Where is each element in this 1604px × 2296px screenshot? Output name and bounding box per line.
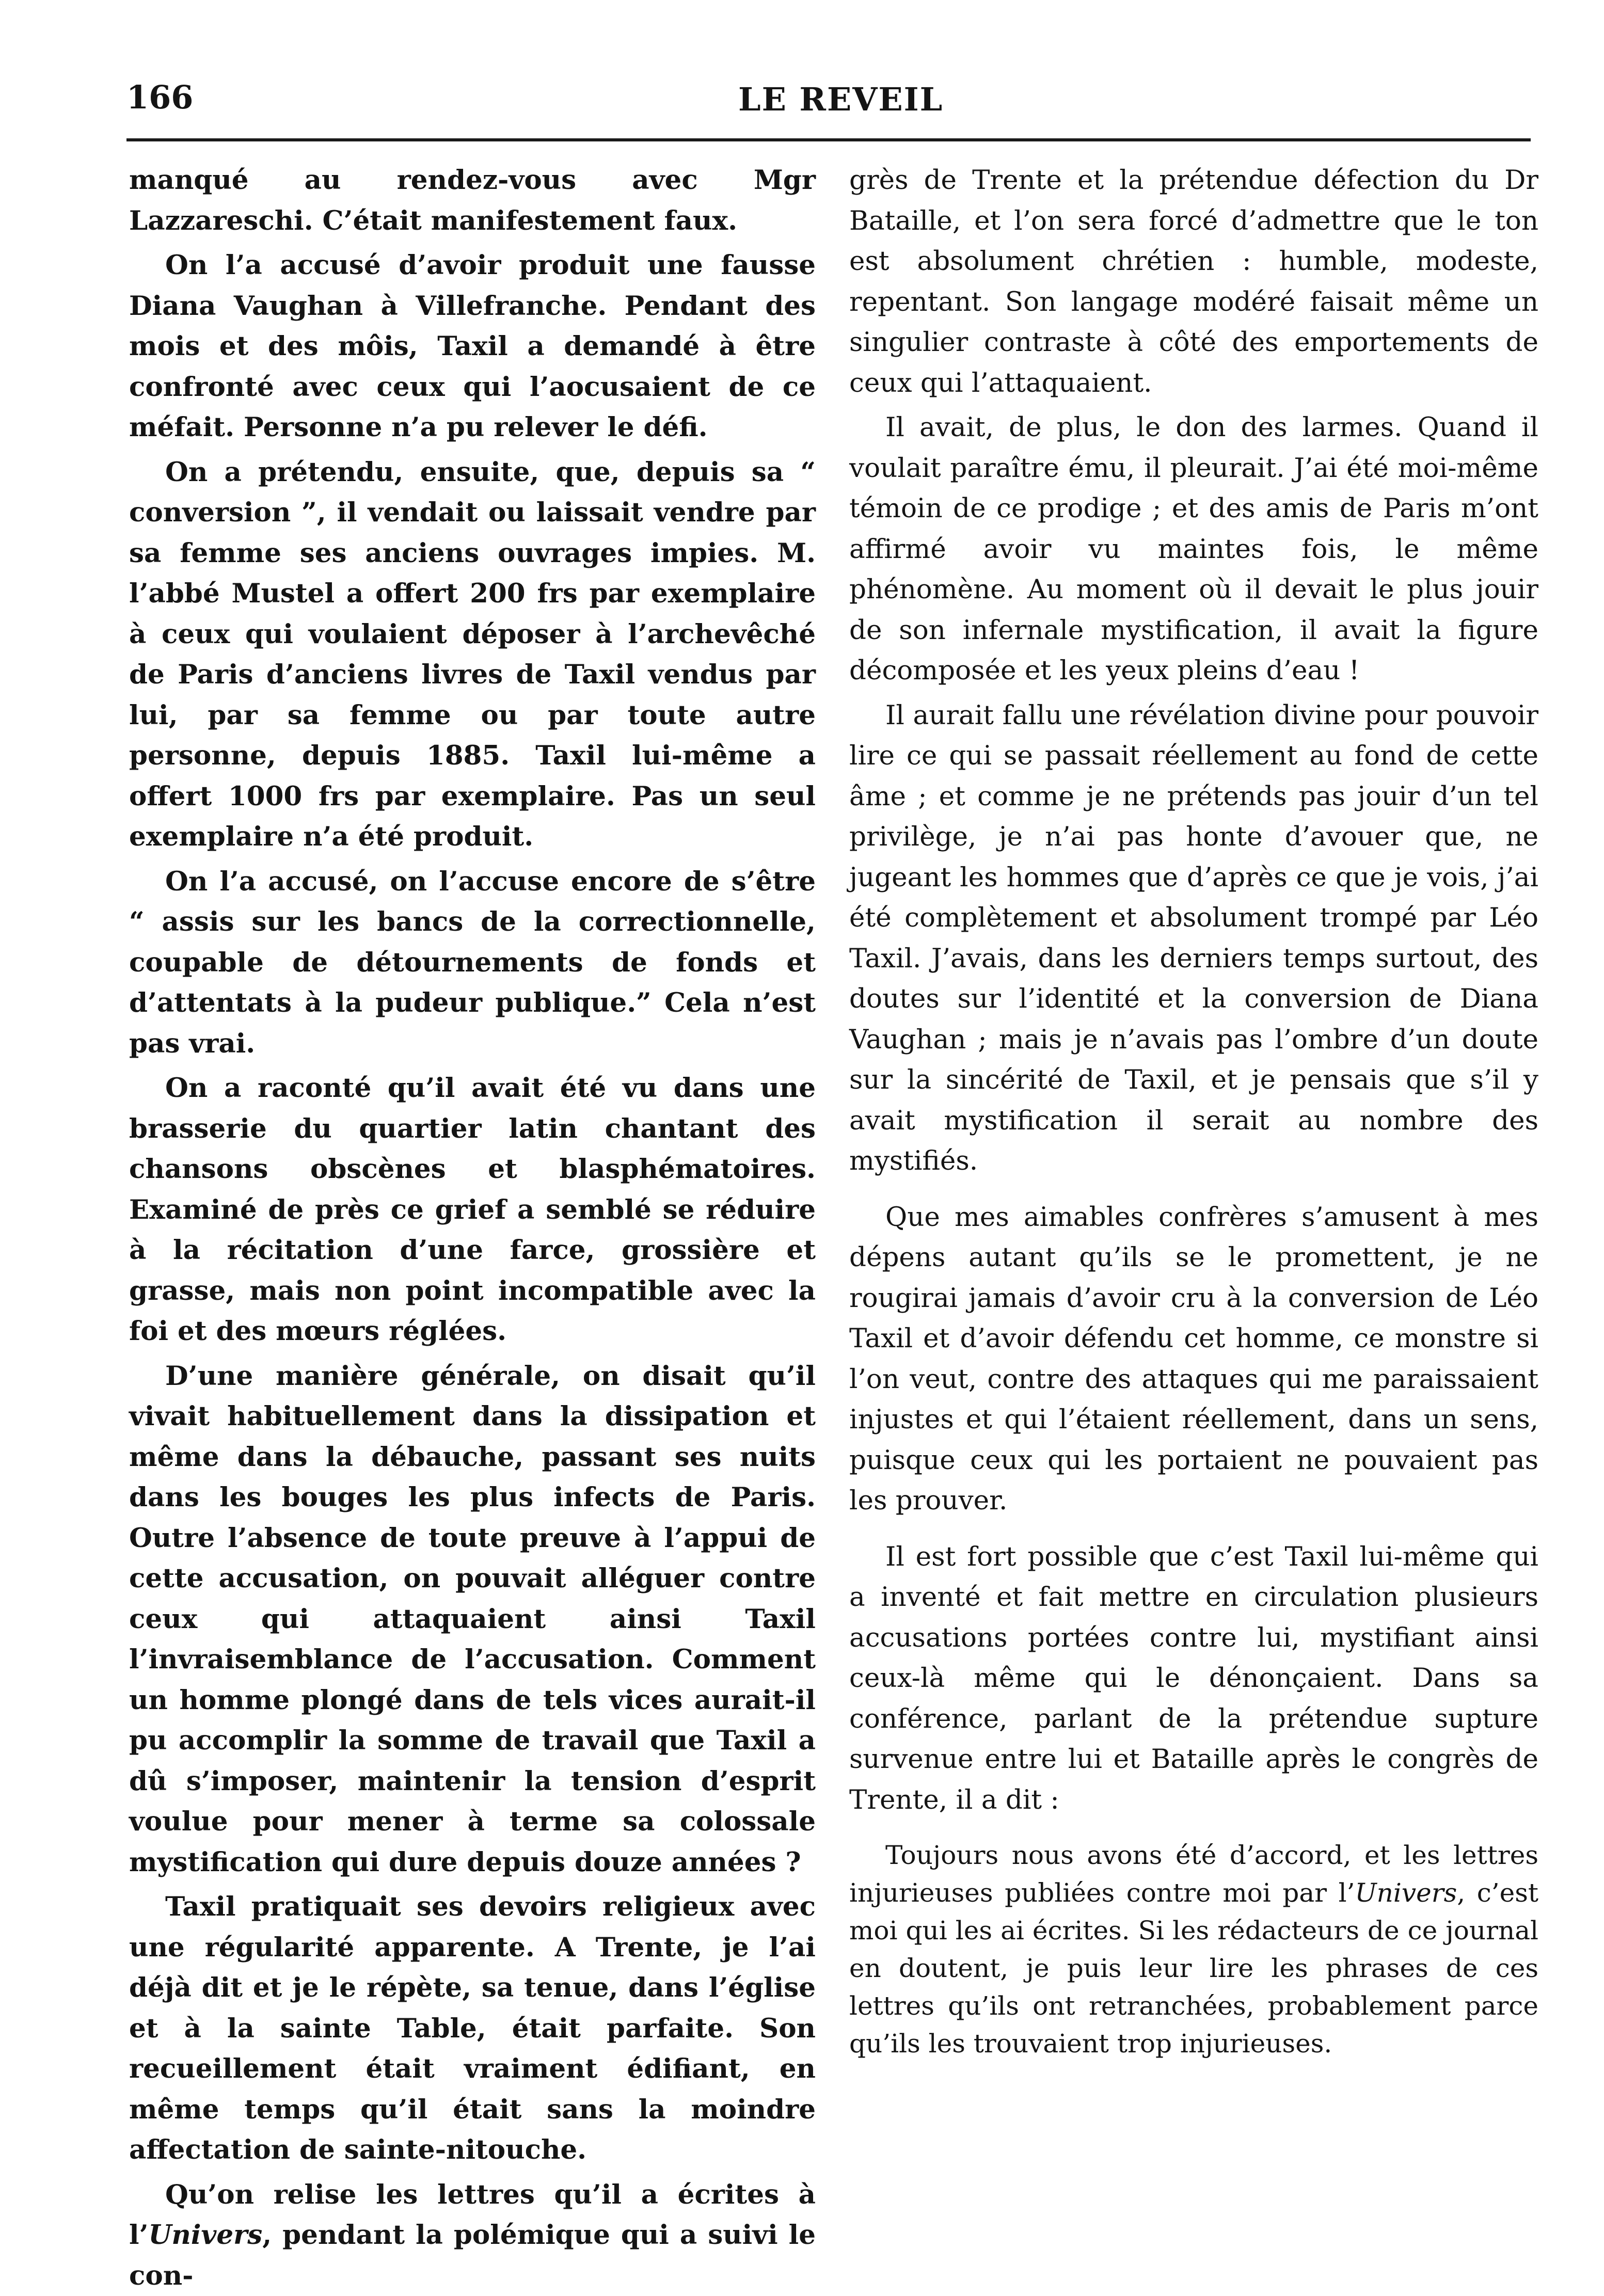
paragraph bbox=[129, 2175, 816, 2296]
paragraph: Il avait, de plus, le don des larmes. Quand il voulait paraître ému, il pleurait. J’ai été moi-même témoin de ce prodige ; et des amis de Paris m’ont affirmé avoir vu maintes fois, le même phénomène. Au moment où il devait le plus jouir de son infernale mystification, il avait la figure décomposée et les yeux pleins d’eau ! bbox=[849, 407, 1538, 691]
text-run: Qu’on relise les lettres qu’il a écrites à l’ bbox=[129, 2179, 816, 2251]
header-rule bbox=[126, 138, 1531, 141]
journal-title: Univers bbox=[149, 2220, 263, 2251]
paragraph: Taxil pratiquait ses devoirs religieux avec une régularité apparente. A Trente, je l’ai déjà dit et je le répète, sa tenue, dans l’église et à la sainte Table, était parfaite. Son recueillement était vraiment édifiant, en même temps qu’il était sans la moindre affectation de sainte-nitouche. bbox=[129, 1887, 816, 2171]
paragraph: grès de Trente et la prétendue défection du Dr Bataille, et l’on sera forcé d’admettre que le ton est absolument chrétien : humble, modeste, repentant. Son langage modéré faisait même un singulier contraste à côté des emportements de ceux qui l’attaquaient. bbox=[849, 160, 1538, 403]
paragraph: On a prétendu, ensuite, que, depuis sa “ conversion ”, il vendait ou laissait vendre par sa femme ses anciens ouvrages impies. M. l’abbé Mustel a offert 200 frs par exemplaire à ceux qui voulaient déposer à l’archevêché de Paris d’anciens livres de Taxil vendus par lui, par sa femme ou par toute autre personne, depuis 1885. Taxil lui-même a offert 1000 frs par exemplaire. Pas un seul exemplaire n’a été produit. bbox=[129, 452, 816, 857]
left-column bbox=[129, 160, 816, 2296]
journal-title: Univers bbox=[1355, 1878, 1457, 1908]
text-run: , c’est moi qui les ai écrites. Si les rédacteurs de ce journal en doutent, je puis leur lire les phrases de ces lettres qu’ils ont retranchées, probablement parce qu’ils les trouvaient trop injurieuses. bbox=[849, 1878, 1538, 2059]
block-quote bbox=[849, 1837, 1538, 2063]
paragraph: D’une manière générale, on disait qu’il vivait habituellement dans la dissipation et même dans la débauche, passant ses nuits dans les bouges les plus infects de Paris. Outre l’absence de toute preuve à l’appui de cette accusation, on pouvait alléguer contre ceux qui attaquaient ainsi Taxil l’invraisemblance de l’accusation. Comment un homme plongé dans de tels vices aurait-il pu accomplir la somme de travail que Taxil a dû s’imposer, maintenir la tension d’esprit voulue pour mener à terme sa colossale mystification qui dure depuis douze années ? bbox=[129, 1356, 816, 1883]
paragraph: manqué au rendez-vous avec Mgr Lazzareschi. C’était manifestement faux. bbox=[129, 160, 816, 241]
right-column bbox=[849, 160, 1538, 2063]
paragraph: On l’a accusé d’avoir produit une fausse Diana Vaughan à Villefranche. Pendant des mois et des môis, Taxil a demandé à être confronté avec ceux qui l’aocusaient de ce méfait. Personne n’a pu relever le défi. bbox=[129, 245, 816, 448]
paragraph: Il est fort possible que c’est Taxil lui-même qui a inventé et fait mettre en circulation plusieurs accusations portées contre lui, mystifiant ainsi ceux-là même qui le dénonçaient. Dans sa conférence, parlant de la prétendue supture survenue entre lui et Bataille après le congrès de Trente, il a dit : bbox=[849, 1537, 1538, 1821]
paragraph: Que mes aimables confrères s’amusent à mes dépens autant qu’ils se le promettent, je ne rougirai jamais d’avoir cru à la conversion de Léo Taxil et d’avoir défendu cet homme, ce monstre si l’on veut, contre des attaques qui me paraissaient injustes et qui l’étaient réellement, dans un sens, puisque ceux qui les portaient ne pouvaient pas les prouver. bbox=[849, 1197, 1538, 1521]
page-number: 166 bbox=[126, 82, 193, 114]
text-run: Toujours nous avons été d’accord, et les lettres injurieuses publiées contre moi par l’ bbox=[849, 1840, 1538, 1908]
running-title: LE REVEIL bbox=[738, 84, 943, 116]
text-run: , pendant la polémique qui a suivi le con- bbox=[129, 2220, 816, 2291]
paragraph: On l’a accusé, on l’accuse encore de s’être “ assis sur les bancs de la correctionnelle, coupable de détournements de fonds et d’attentats à la pudeur publique.” Cela n’est pas vrai. bbox=[129, 862, 816, 1064]
paragraph: Il aurait fallu une révélation divine pour pouvoir lire ce qui se passait réellement au fond de cette âme ; et comme je ne prétends pas jouir d’un tel privilège, je n’ai pas honte d’avouer que, ne jugeant les hommes que d’après ce que je vois, j’ai été complètement et absolument trompé par Léo Taxil. J’avais, dans les derniers temps surtout, des doutes sur l’identité et la conversion de Diana Vaughan ; mais je n’avais pas l’ombre d’un doute sur la sincérité de Taxil, et je pensais que s’il y avait mystification il serait au nombre des mystifiés. bbox=[849, 695, 1538, 1182]
paragraph: On a raconté qu’il avait été vu dans une brasserie du quartier latin chantant des chansons obscènes et blasphématoires. Examiné de près ce grief a semblé se réduire à la récitation d’une farce, grossière et grasse, mais non point incompatible avec la foi et des mœurs réglées. bbox=[129, 1068, 816, 1352]
